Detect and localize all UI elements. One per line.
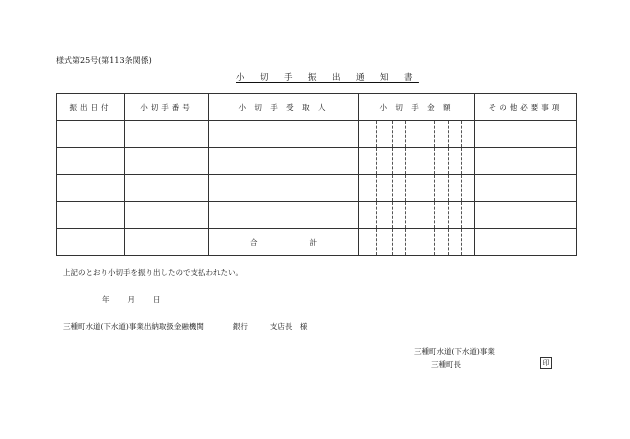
branch-label: 支店長 様 — [269, 322, 308, 331]
amount-digit-divider — [405, 148, 406, 174]
total-label — [209, 229, 359, 256]
bank-address-line — [63, 321, 307, 332]
amount-digit-divider — [376, 148, 377, 174]
table-row — [57, 121, 577, 148]
amount-digit-divider — [434, 175, 435, 201]
cell-remarks — [475, 148, 577, 175]
amount-digit-divider — [392, 229, 393, 255]
amount-digit-divider — [434, 148, 435, 174]
amount-digit-divider — [434, 121, 435, 147]
amount-digit-divider — [461, 148, 462, 174]
amount-digit-divider — [461, 121, 462, 147]
bank-label: 銀行 — [232, 322, 248, 331]
amount-digit-divider — [376, 229, 377, 255]
amount-digit-divider — [405, 175, 406, 201]
amount-digit-divider — [448, 229, 449, 255]
table-row — [57, 202, 577, 229]
cell-check-number — [125, 202, 209, 229]
date-line — [102, 294, 179, 305]
cell-remarks — [475, 229, 577, 256]
total-row — [57, 229, 577, 256]
document-title: 小 切 手 振 出 通 知 書 — [236, 73, 419, 83]
total-label-second: 計 — [309, 237, 317, 247]
cell-amount — [359, 121, 475, 148]
amount-digit-divider — [405, 229, 406, 255]
cell-remarks — [475, 202, 577, 229]
amount-digit-divider — [461, 175, 462, 201]
amount-digit-divider — [448, 148, 449, 174]
cell-check-number — [125, 175, 209, 202]
amount-digit-divider — [405, 121, 406, 147]
payment-note: 上記のとおり小切手を振り出したので支払われたい。 — [63, 268, 243, 277]
col-issue-date: 振出日付 — [57, 94, 125, 121]
amount-digit-divider — [405, 202, 406, 228]
date-year: 年 — [102, 295, 110, 304]
cell-issue-date — [57, 148, 125, 175]
col-payee: 小 切 手 受 取 人 — [209, 94, 359, 121]
seal-mark: 印 — [540, 357, 552, 369]
cell-issue-date — [57, 121, 125, 148]
amount-digit-divider — [392, 121, 393, 147]
check-notice-table — [56, 93, 577, 256]
bank-institution: 三種町水道(下水道)事業出納取扱金融機関 — [63, 322, 204, 331]
amount-digit-divider — [392, 202, 393, 228]
col-amount: 小 切 手 金 額 — [359, 94, 475, 121]
cell-check-number — [125, 121, 209, 148]
cell-payee — [209, 121, 359, 148]
amount-digit-divider — [392, 148, 393, 174]
cell-check-number — [125, 148, 209, 175]
cell-payee — [209, 175, 359, 202]
cell-amount — [359, 175, 475, 202]
cell-issue-date — [57, 229, 125, 256]
cell-remarks — [475, 175, 577, 202]
amount-digit-divider — [448, 175, 449, 201]
amount-digit-divider — [376, 121, 377, 147]
amount-digit-divider — [392, 175, 393, 201]
date-day: 日 — [153, 295, 161, 304]
cell-total-amount — [359, 229, 475, 256]
table-row — [57, 175, 577, 202]
amount-digit-divider — [448, 121, 449, 147]
col-check-number: 小切手番号 — [125, 94, 209, 121]
cell-remarks — [475, 121, 577, 148]
sender-mayor: 三種町長 — [431, 360, 461, 369]
col-remarks: その他必要事項 — [475, 94, 577, 121]
table-row — [57, 148, 577, 175]
amount-digit-divider — [461, 229, 462, 255]
amount-digit-divider — [448, 202, 449, 228]
cell-payee — [209, 148, 359, 175]
sender-organization: 三種町水道(下水道)事業 — [414, 347, 495, 356]
cell-amount — [359, 148, 475, 175]
cell-payee — [209, 202, 359, 229]
table-header-row — [57, 94, 577, 121]
amount-digit-divider — [376, 202, 377, 228]
amount-digit-divider — [434, 229, 435, 255]
cell-issue-date — [57, 175, 125, 202]
cell-issue-date — [57, 202, 125, 229]
amount-digit-divider — [434, 202, 435, 228]
date-month: 月 — [127, 295, 135, 304]
form-code: 様式第25号(第113条関係) — [56, 56, 152, 65]
amount-digit-divider — [376, 175, 377, 201]
total-label-first: 合 — [250, 237, 258, 247]
cell-check-number — [125, 229, 209, 256]
amount-digit-divider — [461, 202, 462, 228]
cell-amount — [359, 202, 475, 229]
